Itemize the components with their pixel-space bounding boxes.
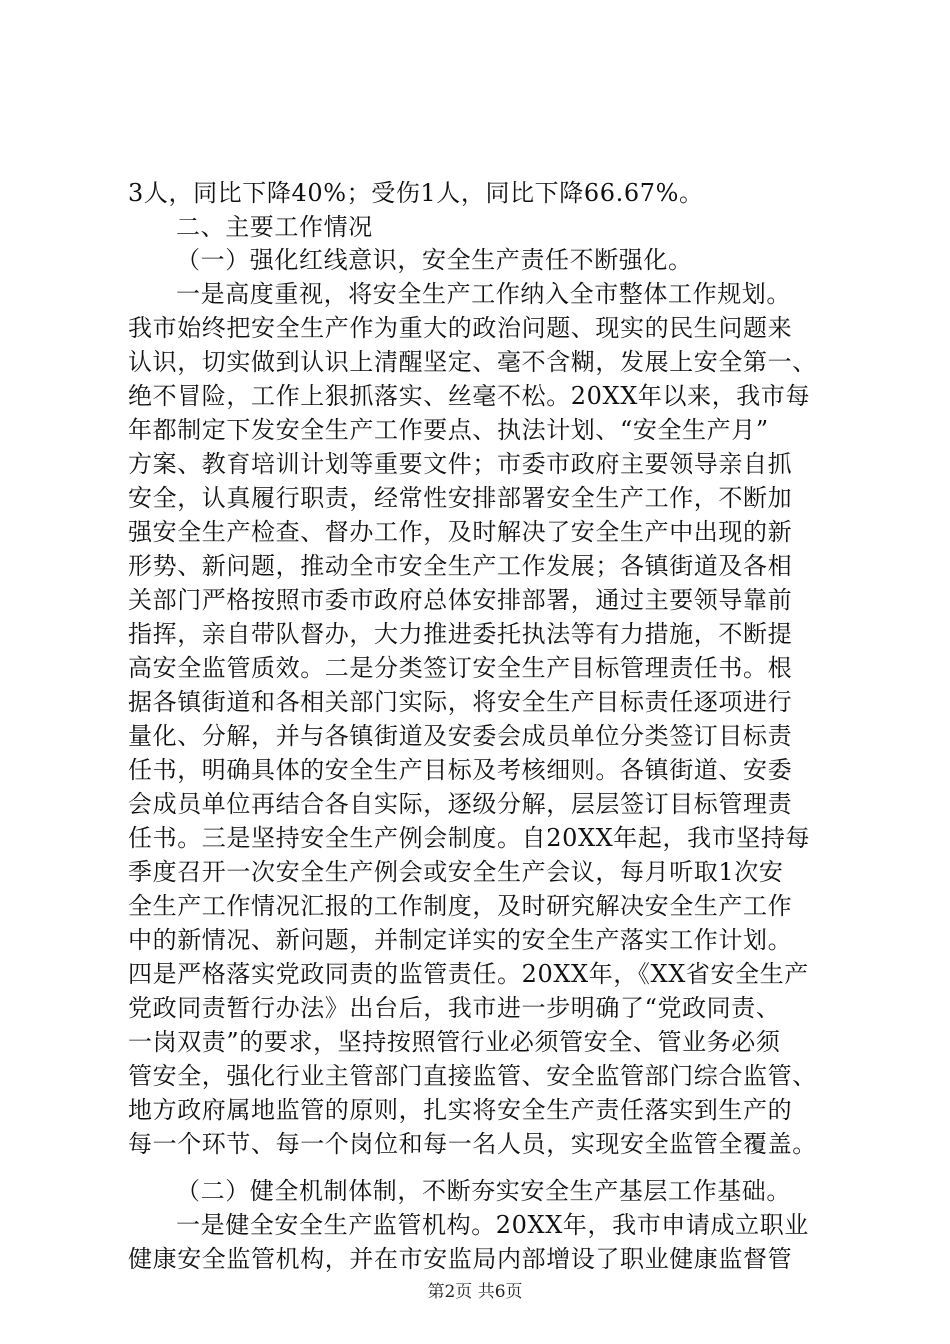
text-line: 健康安全监管机构，并在市安监局内部增设了职业健康监督管 [128, 1245, 793, 1273]
text-line: 年都制定下发安全生产工作要点、执法计划、“安全生产月” [128, 416, 769, 444]
text-line: 绝不冒险，工作上狠抓落实、丝毫不松。20XX年以来，我市每 [128, 382, 811, 410]
text-line: 党政同责暂行办法》出台后，我市进一步明确了“党政同责、 [128, 994, 781, 1022]
text-line: 高安全监管质效。二是分类签订安全生产目标管理责任书。根 [128, 654, 793, 682]
text-line: 地方政府属地监管的原则，扎实将安全生产责任落实到生产的 [128, 1096, 793, 1124]
text-line: 形势、新问题，推动全市安全生产工作发展；各镇街道及各相 [128, 552, 793, 580]
text-line: 方案、教育培训计划等重要文件；市委市政府主要领导亲自抓 [128, 450, 793, 478]
text-line: 任书，明确具体的安全生产目标及考核细则。各镇街道、安委 [128, 756, 793, 784]
section-heading: 二、主要工作情况 [176, 213, 373, 241]
text-line: 据各镇街道和各相关部门实际，将安全生产目标责任逐项进行 [128, 688, 793, 716]
text-line: 任书。三是坚持安全生产例会制度。自20XX年起，我市坚持每 [128, 824, 811, 852]
text-line: 关部门严格按照市委市政府总体安排部署，通过主要领导靠前 [128, 586, 793, 614]
page-number-footer: 第2页 共6页 [427, 1282, 523, 1302]
text-line: 指挥，亲自带队督办，大力推进委托执法等有力措施，不断提 [128, 620, 793, 648]
text-line: 认识，切实做到认识上清醒坚定、毫不含糊，发展上安全第一、 [128, 348, 817, 376]
text-line: 管安全，强化行业主管部门直接监管、安全监管部门综合监管、 [128, 1062, 817, 1090]
text-line: 季度召开一次安全生产例会或安全生产会议，每月听取1次安 [128, 858, 784, 886]
text-line: 一岗双责”的要求，坚持按照管行业必须管安全、管业务必须 [128, 1028, 781, 1056]
text-line: 一是健全安全生产监管机构。20XX年，我市申请成立职业 [176, 1211, 809, 1239]
text-line: 四是严格落实党政同责的监管责任。20XX年，《XX省安全生产 [128, 960, 809, 988]
text-line: 量化、分解，并与各镇街道及安委会成员单位分类签订目标责 [128, 722, 793, 750]
subsection-heading: （二）健全机制体制，不断夯实安全生产基层工作基础。 [176, 1177, 791, 1205]
text-line: 我市始终把安全生产作为重大的政治问题、现实的民生问题来 [128, 314, 793, 342]
text-line: 中的新情况、新问题，并制定详实的安全生产落实工作计划。 [128, 926, 793, 954]
text-line: 会成员单位再结合各自实际，逐级分解，层层签订目标管理责 [128, 790, 793, 818]
text-line: 安全，认真履行职责，经常性安排部署安全生产工作，不断加 [128, 484, 793, 512]
text-line: 3人，同比下降40%；受伤1人，同比下降66.67%。 [128, 179, 704, 207]
subsection-heading: （一）强化红线意识，安全生产责任不断强化。 [176, 246, 693, 274]
text-line: 全生产工作情况汇报的工作制度，及时研究解决安全生产工作 [128, 892, 793, 920]
text-line: 强安全生产检查、督办工作，及时解决了安全生产中出现的新 [128, 518, 793, 546]
text-line: 一是高度重视，将安全生产工作纳入全市整体工作规划。 [176, 280, 791, 308]
text-line: 每一个环节、每一个岗位和每一名人员，实现安全监管全覆盖。 [128, 1130, 817, 1158]
